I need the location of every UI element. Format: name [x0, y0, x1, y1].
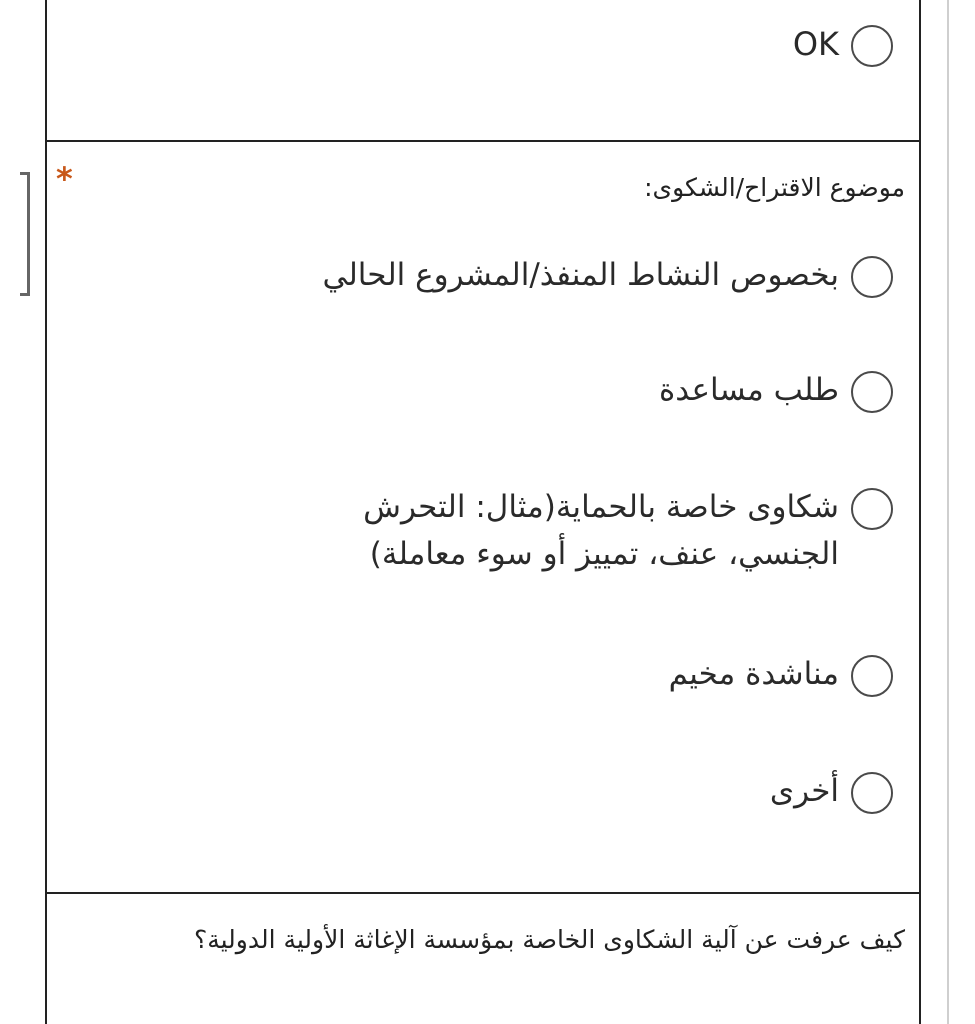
focus-bracket: [20, 172, 30, 296]
previous-question-card: [45, 0, 921, 142]
option-other[interactable]: [770, 771, 893, 815]
option-current-activity[interactable]: [323, 255, 894, 299]
radio-ok[interactable]: [851, 25, 893, 67]
radio-current-activity[interactable]: [851, 256, 893, 298]
subject-question-label: موضوع الاقتراح/الشكوى:: [644, 173, 905, 202]
option-assistance-request[interactable]: [659, 370, 893, 414]
option-camp-appeal-label: مناشدة مخيم: [668, 656, 839, 692]
option-other-label: أخرى: [769, 773, 839, 809]
radio-assistance-request[interactable]: [851, 371, 893, 413]
option-ok-label: OK: [792, 25, 839, 63]
option-current-activity-label: بخصوص النشاط المنفذ/المشروع الحالي: [322, 257, 839, 293]
option-camp-appeal[interactable]: [669, 654, 893, 698]
option-protection-complaint[interactable]: [333, 487, 893, 578]
required-asterisk: *: [56, 160, 73, 198]
radio-camp-appeal[interactable]: [851, 655, 893, 697]
option-protection-complaint-label: شكاوى خاصة بالحماية(مثال: التحرش الجنسي، عنف، تمييز أو سوء معاملة): [363, 489, 839, 572]
radio-other[interactable]: [851, 772, 893, 814]
radio-protection-complaint[interactable]: [851, 488, 893, 530]
option-assistance-request-label: طلب مساعدة: [659, 372, 839, 408]
right-divider: [947, 0, 949, 1024]
source-question-label: كيف عرفت عن آلية الشكاوى الخاصة بمؤسسة الإغاثة الأولية الدولية؟: [193, 925, 905, 954]
option-ok[interactable]: [793, 24, 893, 68]
